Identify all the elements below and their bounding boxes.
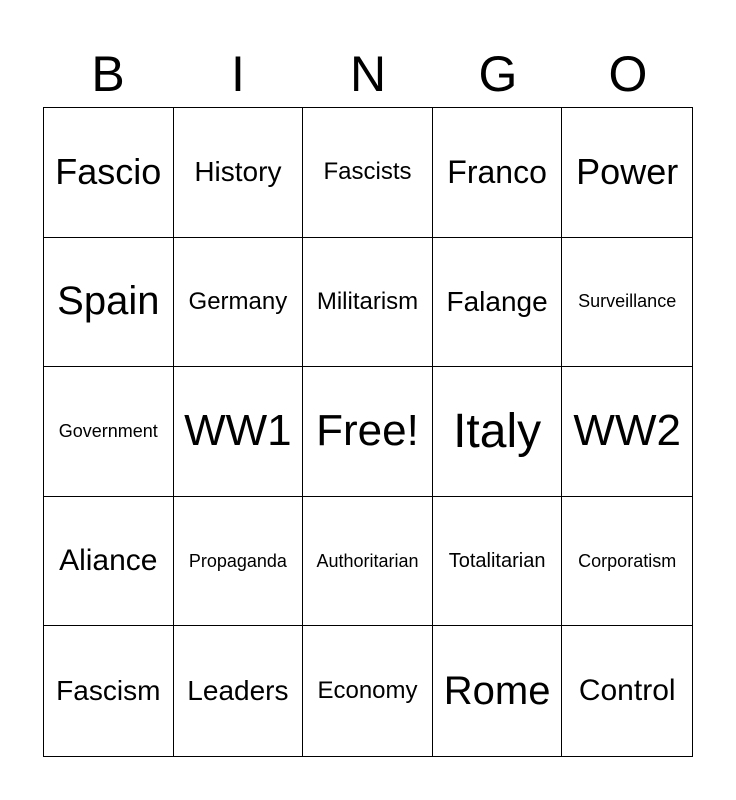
bingo-cell[interactable]: Italy — [433, 367, 563, 497]
bingo-cell[interactable]: Corporatism — [562, 497, 692, 627]
bingo-header — [43, 40, 693, 108]
header-letter-b: B — [91, 46, 125, 102]
header-letter-g: G — [478, 46, 518, 102]
bingo-cell[interactable]: Rome — [433, 626, 563, 756]
bingo-cell[interactable]: WW1 — [174, 367, 304, 497]
bingo-cell-free[interactable]: Free! — [303, 367, 433, 497]
bingo-cell[interactable]: Propaganda — [174, 497, 304, 627]
bingo-cell[interactable]: Control — [578, 674, 676, 708]
bingo-cell[interactable]: Surveillance — [562, 238, 692, 368]
bingo-cell[interactable]: Economy — [303, 626, 433, 756]
bingo-cell[interactable]: Fascism — [44, 626, 174, 756]
bingo-cell[interactable]: Falange — [433, 238, 563, 368]
header-letter-i: I — [231, 46, 245, 102]
bingo-cell[interactable]: Aliance — [44, 497, 174, 627]
header-letter-n: N — [349, 46, 387, 102]
bingo-cell[interactable]: Germany — [174, 238, 304, 368]
bingo-cell[interactable]: History — [174, 108, 304, 238]
bingo-cell[interactable]: Totalitarian — [433, 497, 563, 627]
bingo-cell[interactable]: Spain — [44, 238, 174, 368]
bingo-cell[interactable]: Government — [44, 367, 174, 497]
bingo-cell[interactable]: Leaders — [174, 626, 304, 756]
bingo-cell[interactable]: Power — [562, 108, 692, 238]
bingo-cell[interactable]: Fascists — [303, 108, 433, 238]
bingo-cell[interactable]: Militarism — [303, 238, 433, 368]
bingo-board — [43, 107, 693, 757]
bingo-cell[interactable]: Authoritarian — [303, 497, 433, 627]
bingo-cell[interactable]: WW2 — [562, 367, 692, 497]
bingo-cell[interactable]: Franco — [433, 108, 563, 238]
bingo-cell[interactable]: Fascio — [44, 108, 174, 238]
header-letter-o: O — [608, 46, 648, 102]
